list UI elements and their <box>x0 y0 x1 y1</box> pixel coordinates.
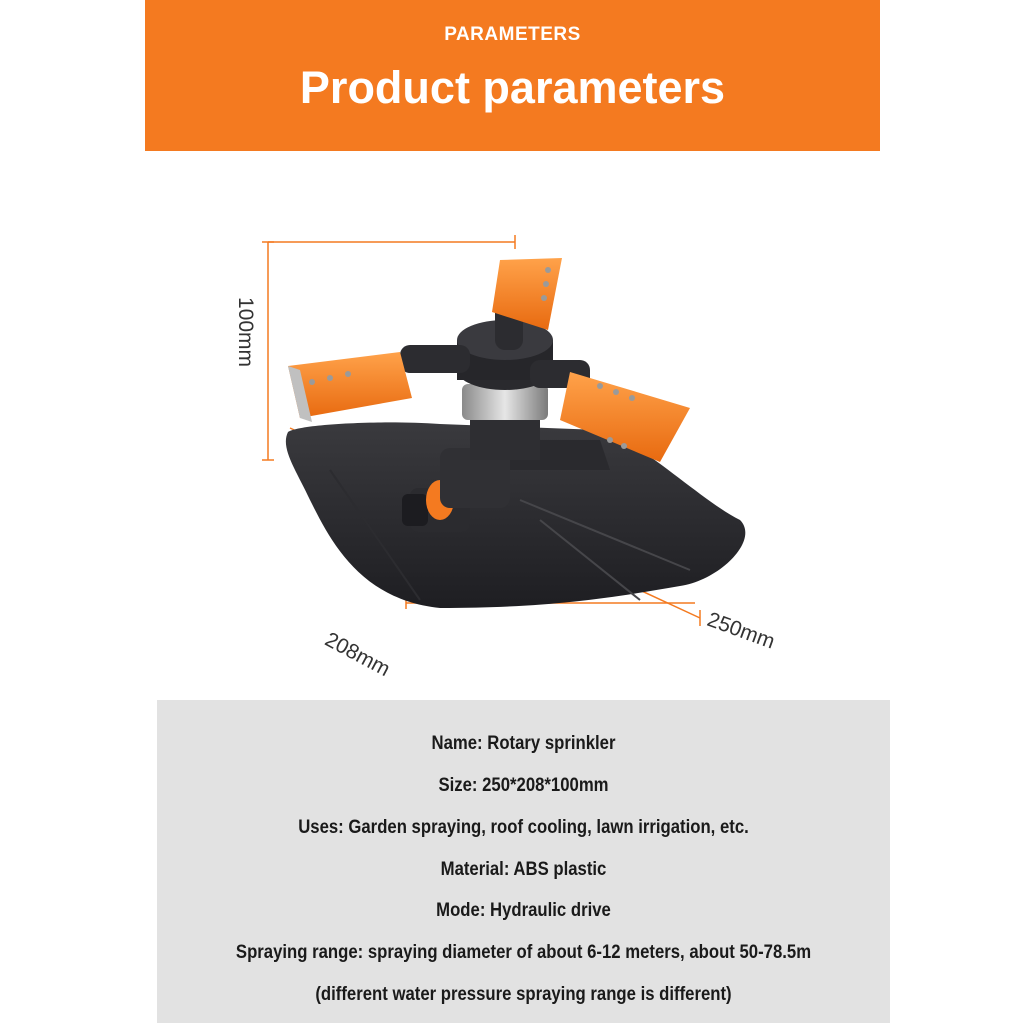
page-title: Product parameters <box>299 62 726 113</box>
dimension-width-label: 250mm <box>704 608 778 654</box>
spec-mode: Mode: Hydraulic drive <box>436 900 611 921</box>
spec-spraying-note: (different water pressure spraying range is different) <box>315 984 732 1005</box>
dimension-depth-label: 208mm <box>321 628 394 682</box>
banner-kicker: PARAMETERS <box>444 24 581 45</box>
spec-material: Material: ABS plastic <box>440 859 607 880</box>
spec-size: Size: 250*208*100mm <box>438 775 609 796</box>
spec-uses: Uses: Garden spraying, roof cooling, lawn irrigation, etc. <box>298 817 749 838</box>
dimension-height-label: 100mm <box>234 296 258 368</box>
specifications-panel <box>157 700 890 1023</box>
spec-spraying-range: Spraying range: spraying diameter of about 6-12 meters, about 50-78.5m <box>235 942 812 963</box>
spec-name: Name: Rotary sprinkler <box>431 733 616 754</box>
arm-left <box>288 345 470 422</box>
